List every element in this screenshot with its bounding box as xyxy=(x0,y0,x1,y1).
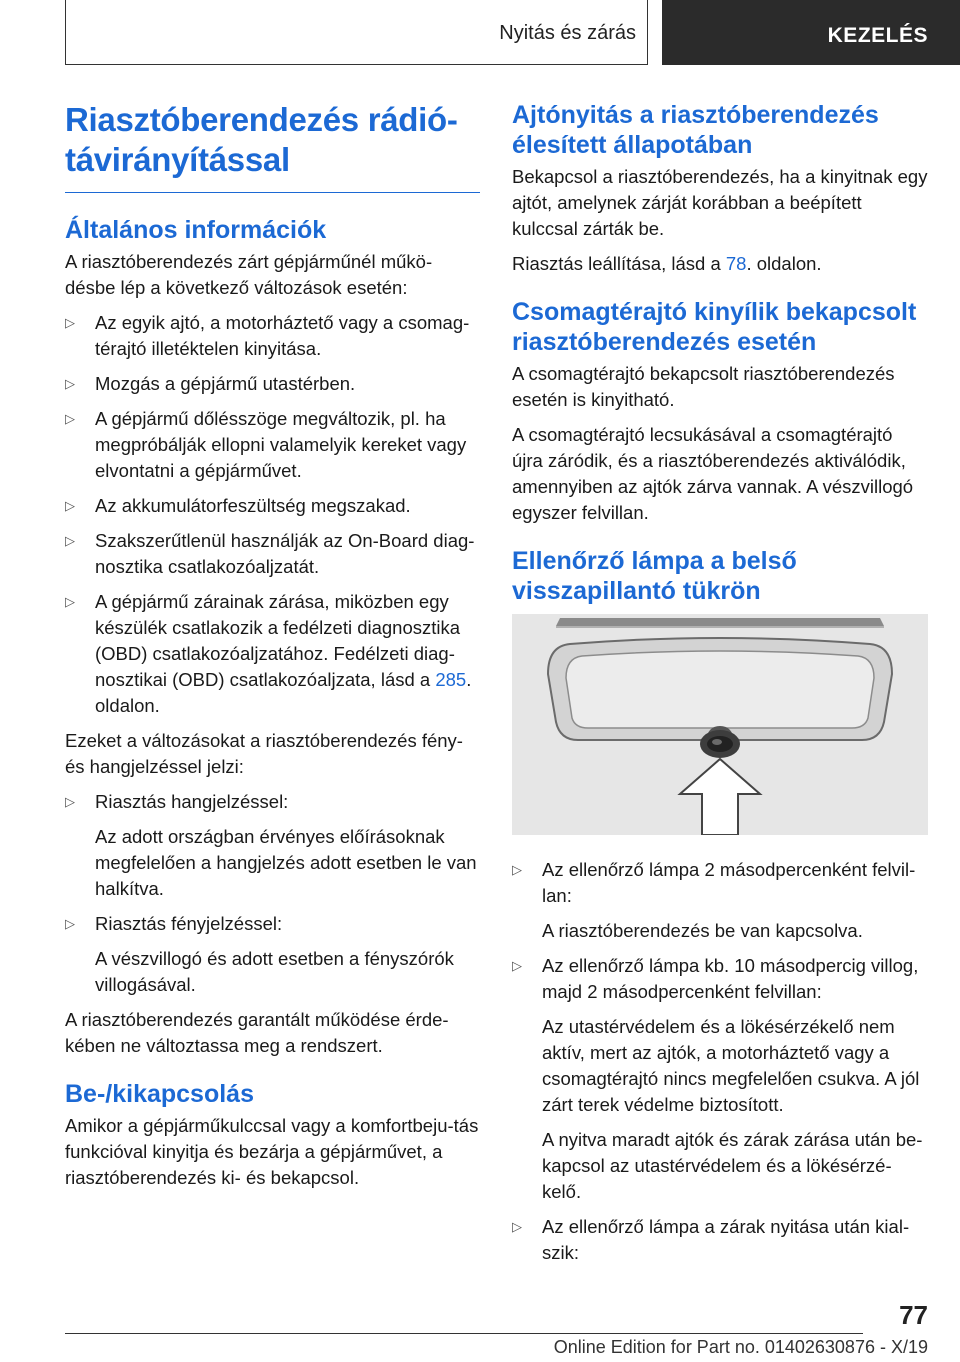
signal-label: Riasztás fényjelzéssel: xyxy=(95,913,283,934)
general-intro: A riasztóberendezés zárt gépjárműnél műkö-désbe lép a következő változások esetén: xyxy=(65,251,433,298)
onoff-text: Amikor a gépjárműkulccsal vagy a komfortbeju-tás funkcióval kinyitja és bezárja a gépjárművet, a riasztóberendezés ki- és bekapcsol. xyxy=(65,1115,479,1188)
list-item: ▷ Mozgás a gépjármű utastérben. xyxy=(65,371,480,397)
title-rule xyxy=(65,192,480,193)
general-outro: A riasztóberendezés garantált működése érde-kében ne változtassa meg a rendszert. xyxy=(65,1009,449,1056)
trunk-p2: A csomagtérajtó lecsukásával a csomagtérajtó újra záródik, és a riasztóberendezés aktiválódik, amennyiben az ajtók zárva vannak. A vészvillogó egyszer felvillan. xyxy=(512,424,914,523)
heading-trunk: Csomagtérajtó kinyílik bekapcsolt riasztóberendezés esetén xyxy=(512,298,917,356)
header-chapter-label: KEZELÉS xyxy=(827,24,928,47)
main-title: Riasztóberendezés rádió-távirányítással xyxy=(65,101,458,178)
list-item: ▷ Az egyik ajtó, a motorháztető vagy a csomag-térajtó illetéktelen kinyitása. xyxy=(65,310,480,362)
page-number: 77 xyxy=(899,1300,928,1330)
header-chapter-tab xyxy=(662,0,960,65)
trigger-list xyxy=(65,310,480,719)
door-text: Bekapcsol a riasztóberendezés, ha a kinyitnak egy ajtót, amelynek zárját korábban a beépített kulccsal zárták be. xyxy=(512,166,928,239)
header-section-title: Nyitás és zárás xyxy=(499,22,636,44)
door-deactivate xyxy=(512,251,928,277)
mirror-illustration xyxy=(512,614,928,835)
heading-general: Általános információk xyxy=(65,216,327,244)
header-rule-divider xyxy=(647,0,648,65)
deact-text: Riasztás leállítása, lásd a xyxy=(512,253,726,274)
left-column xyxy=(65,100,480,1200)
lamp-item-detail: A nyitva maradt ajtók és zárak zárása után be-kapcsol az utastérvédelem és a lökésérzé-kelő. xyxy=(542,1129,923,1202)
lamp-item-detail: A riasztóberendezés be van kapcsolva. xyxy=(542,920,863,941)
lamp-list xyxy=(512,857,928,1266)
obd-text: A gépjármű zárainak zárása, miközben egy készülék csatlakozik a fedélzeti diagnosztika (OBD) csatlakozóaljzatához. Fedélzeti diag-nosztikai (OBD) csatlakozóaljzata, lásd a xyxy=(95,591,461,690)
list-item xyxy=(512,953,928,1205)
signal-label: Riasztás hangjelzéssel: xyxy=(95,791,289,812)
rear-view-mirror-icon xyxy=(512,614,928,835)
list-item xyxy=(512,1214,928,1266)
lamp-item-text: Az ellenőrző lámpa kb. 10 másodpercig villog, majd 2 másodpercenként felvillan: xyxy=(542,955,919,1002)
list-item: ▷ Szakszerűtlenül használják az On-Board diag-nosztika csatlakozóaljzatát. xyxy=(65,528,480,580)
signal-detail: Az adott országban érvényes előírásoknak megfelelően a hangjelzés adott esetben le van halkítva. xyxy=(95,826,477,899)
signal-list xyxy=(65,789,480,998)
heading-lamp: Ellenőrző lámpa a belső visszapillantó tükrön xyxy=(512,547,797,605)
heading-door: Ajtónyitás a riasztóberendezés élesített állapotában xyxy=(512,101,879,159)
lamp-item-text: Az ellenőrző lámpa a zárak nyitása után kial-szik: xyxy=(542,1216,910,1263)
list-item xyxy=(65,789,480,902)
trunk-p1: A csomagtérajtó bekapcsolt riasztóberendezés esetén is kinyitható. xyxy=(512,363,895,410)
right-column xyxy=(512,100,928,1275)
list-item: ▷ A gépjármű dőlésszöge megváltozik, pl. ha megpróbálják ellopni valamelyik kereket vagy elvontatni a gépjárművet. xyxy=(65,406,480,484)
list-item: ▷ Az akkumulátorfeszültség megszakad. xyxy=(65,493,480,519)
list-item xyxy=(65,911,480,998)
page-link-78[interactable]: 78 xyxy=(725,253,747,274)
page-link-285[interactable]: 285 xyxy=(435,669,467,690)
footer-rule xyxy=(65,1333,863,1334)
footer-edition: Online Edition for Part no. 01402630876 - X/19 xyxy=(553,1337,928,1357)
header-rule-bottom xyxy=(65,64,648,65)
lamp-item-text: Az ellenőrző lámpa 2 másodpercenként felvil-lan: xyxy=(542,859,916,906)
signal-detail: A vészvillogó és adott esetben a fényszórók villogásával. xyxy=(95,948,454,995)
signal-intro: Ezeket a változásokat a riasztóberendezés fény- és hangjelzéssel jelzi: xyxy=(65,730,463,777)
list-item-obd xyxy=(65,589,480,719)
deact-after: . oldalon. xyxy=(746,253,822,274)
list-item xyxy=(512,857,928,944)
lamp-item-detail: Az utastérvédelem és a lökésérzékelő nem aktív, mert az ajtók, a motorháztető vagy a csomagtérajtó nincs megfelelően csukva. A jól zárt terek védelme biztosított. xyxy=(542,1016,920,1115)
heading-onoff: Be-/kikapcsolás xyxy=(65,1080,254,1108)
obd-after: . oldalon. xyxy=(95,669,472,716)
header-rule-left xyxy=(65,0,66,64)
